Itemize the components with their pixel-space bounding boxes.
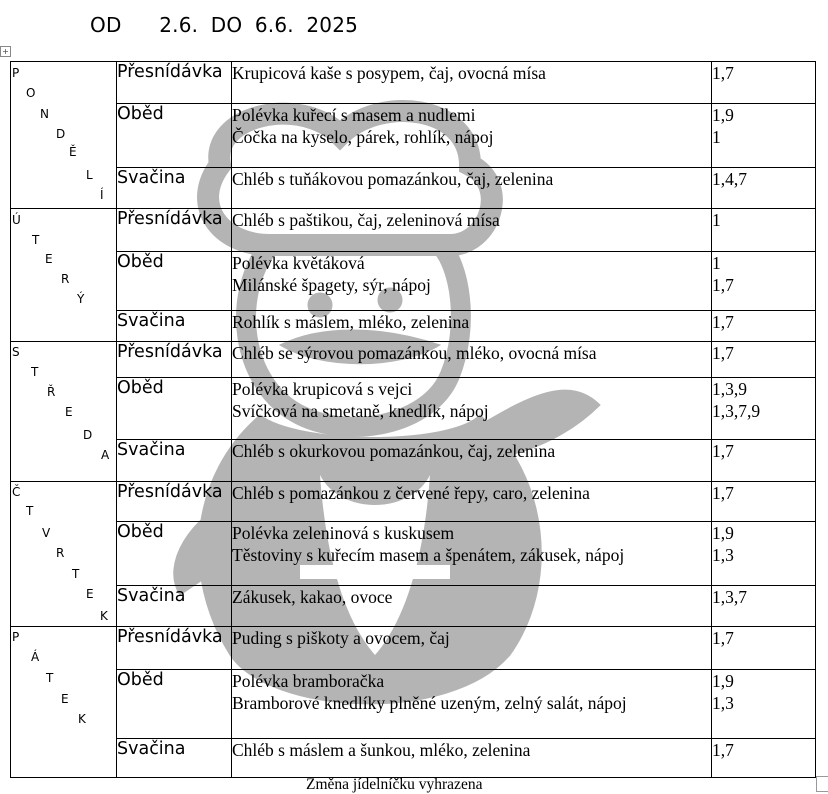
food-item: Puding s piškoty a ovocem, čaj: [232, 628, 450, 648]
meal-items: [232, 252, 712, 311]
menu-row: [11, 670, 816, 739]
allergen-code: 1,7: [712, 275, 734, 295]
day-cell-friday: [11, 627, 117, 778]
day-letter: N: [40, 107, 49, 121]
day-letter: Ú: [12, 213, 21, 227]
allergen-code: 1,7: [712, 441, 734, 461]
menu-row: [11, 342, 816, 378]
day-cell-monday: [11, 62, 117, 209]
meal-label: Svačina: [117, 168, 232, 209]
day-cell-wednesday: [11, 342, 117, 482]
food-item: Polévka kuřecí s masem a nudlemi: [232, 105, 476, 125]
meal-items: [232, 670, 712, 739]
meal-label: Oběd: [117, 252, 232, 311]
food-item: Chléb s pomazánkou z červené řepy, caro, zelenina: [232, 483, 590, 503]
day-letter: E: [45, 252, 53, 266]
allergen-codes: [712, 586, 816, 627]
menu-row: [11, 104, 816, 168]
allergen-code: 1,9: [712, 523, 734, 543]
meal-label: Přesnídávka: [117, 482, 232, 522]
meal-items: [232, 627, 712, 670]
menu-row: [11, 440, 816, 482]
day-letter: T: [72, 567, 80, 581]
menu-row: [11, 482, 816, 522]
allergen-codes: [712, 168, 816, 209]
allergen-codes: [712, 440, 816, 482]
food-item: Chléb s máslem a šunkou, mléko, zelenina: [232, 740, 531, 760]
meal-label: Oběd: [117, 670, 232, 739]
menu-row: [11, 168, 816, 209]
day-letter: Ý: [77, 292, 85, 306]
day-letter: D: [83, 428, 93, 442]
menu-row: [11, 252, 816, 311]
allergen-code: 1,7: [712, 483, 734, 503]
meal-items: [232, 586, 712, 627]
day-letter: T: [32, 233, 40, 247]
meal-items: [232, 522, 712, 586]
food-item: Bramborové knedlíky plněné uzeným, zelný salát, nápoj: [232, 693, 627, 713]
food-item: Těstoviny s kuřecím masem a špenátem, zákusek, nápoj: [232, 545, 625, 565]
allergen-code: 1,9: [712, 105, 734, 125]
allergen-code: 1,3,7,9: [712, 401, 761, 421]
day-letter: P: [12, 630, 20, 644]
meal-items: [232, 440, 712, 482]
allergen-code: 1,3: [712, 693, 734, 713]
allergen-codes: [712, 522, 816, 586]
day-letter: S: [12, 345, 20, 359]
meal-label: Přesnídávka: [117, 209, 232, 252]
menu-row: [11, 62, 816, 104]
food-item: Polévka květáková: [232, 253, 365, 273]
day-letter: V: [42, 526, 51, 540]
food-item: Chléb s tuňákovou pomazánkou, čaj, zelenina: [232, 169, 554, 189]
meal-label: Svačina: [117, 586, 232, 627]
food-item: Zákusek, kakao, ovoce: [232, 587, 393, 607]
food-item: Chléb se sýrovou pomazánkou, mléko, ovocná mísa: [232, 343, 597, 363]
allergen-codes: [712, 482, 816, 522]
page-corner-marker: [816, 776, 828, 792]
menu-row: [11, 311, 816, 342]
menu-row: [11, 522, 816, 586]
meal-label: Svačina: [117, 739, 232, 778]
meal-label: Přesnídávka: [117, 342, 232, 378]
day-letter: D: [56, 127, 66, 141]
allergen-codes: [712, 311, 816, 342]
allergen-code: 1,4,7: [712, 169, 747, 189]
allergen-codes: [712, 739, 816, 778]
day-letter: R: [56, 546, 65, 560]
table-move-handle-icon[interactable]: +: [0, 46, 11, 57]
allergen-codes: [712, 209, 816, 252]
allergen-code: 1,7: [712, 343, 734, 363]
meal-items: [232, 209, 712, 252]
allergen-code: 1,7: [712, 63, 734, 83]
food-item: Polévka krupicová s vejci: [232, 379, 413, 399]
allergen-codes: [712, 670, 816, 739]
allergen-code: 1: [712, 210, 721, 230]
meal-label: Přesnídávka: [117, 627, 232, 670]
meal-label: Oběd: [117, 522, 232, 586]
day-letter: P: [12, 66, 20, 80]
day-letter: R: [61, 272, 70, 286]
day-letter: T: [31, 365, 39, 379]
day-cell-thursday: [11, 482, 117, 627]
day-letter: E: [86, 587, 94, 601]
day-cell-tuesday: [11, 209, 117, 342]
day-letter: K: [100, 609, 108, 623]
allergen-code: 1: [712, 253, 721, 273]
meal-items: [232, 104, 712, 168]
day-letter: Ě: [69, 145, 77, 159]
day-letter: L: [86, 168, 93, 182]
day-letter: T: [26, 504, 34, 518]
menu-row: [11, 378, 816, 440]
food-item: Polévka zeleninová s kuskusem: [232, 523, 455, 543]
allergen-codes: [712, 62, 816, 104]
day-letter: Á: [31, 650, 40, 664]
menu-change-note: Změna jídelníčku vyhrazena: [306, 776, 483, 793]
meal-label: Oběd: [117, 378, 232, 440]
menu-row: [11, 739, 816, 778]
day-letter: E: [65, 405, 73, 419]
day-letter: K: [78, 712, 86, 726]
allergen-code: 1,7: [712, 628, 734, 648]
meal-items: [232, 168, 712, 209]
day-letter: A: [101, 448, 110, 462]
menu-row: [11, 586, 816, 627]
day-letter: Č: [12, 485, 21, 499]
meal-label: Přesnídávka: [117, 62, 232, 104]
food-item: Svíčková na smetaně, knedlík, nápoj: [232, 401, 489, 421]
allergen-codes: [712, 342, 816, 378]
day-letter: E: [61, 692, 69, 706]
menu-period-title: OD 2.6. DO 6.6. 2025: [90, 13, 359, 37]
allergen-codes: [712, 627, 816, 670]
food-item: Čočka na kyselo, párek, rohlík, nápoj: [232, 127, 494, 147]
weekly-menu-table: [10, 61, 816, 778]
food-item: Chléb s okurkovou pomazánkou, čaj, zelenina: [232, 441, 556, 461]
allergen-code: 1: [712, 127, 721, 147]
allergen-code: 1,7: [712, 312, 734, 332]
meal-items: [232, 378, 712, 440]
food-item: Rohlík s máslem, mléko, zelenina: [232, 312, 470, 332]
allergen-code: 1,7: [712, 740, 734, 760]
allergen-code: 1,9: [712, 671, 734, 691]
day-letter: T: [46, 671, 54, 685]
food-item: Milánské špagety, sýr, nápoj: [232, 275, 431, 295]
day-letter: O: [26, 86, 36, 100]
meal-items: [232, 311, 712, 342]
allergen-code: 1,3,9: [712, 379, 747, 399]
food-item: Polévka bramboračka: [232, 671, 385, 691]
allergen-codes: [712, 104, 816, 168]
day-letter: Í: [100, 188, 104, 202]
food-item: Chléb s paštikou, čaj, zeleninová mísa: [232, 210, 500, 230]
meal-label: Oběd: [117, 104, 232, 168]
menu-row: [11, 627, 816, 670]
meal-items: [232, 482, 712, 522]
allergen-codes: [712, 252, 816, 311]
food-item: Krupicová kaše s posypem, čaj, ovocná mísa: [232, 63, 546, 83]
allergen-codes: [712, 378, 816, 440]
meal-items: [232, 342, 712, 378]
meal-label: Svačina: [117, 311, 232, 342]
meal-label: Svačina: [117, 440, 232, 482]
allergen-code: 1,3,7: [712, 587, 747, 607]
day-letter: Ř: [47, 385, 56, 399]
meal-items: [232, 739, 712, 778]
menu-row: [11, 209, 816, 252]
meal-items: [232, 62, 712, 104]
allergen-code: 1,3: [712, 545, 734, 565]
